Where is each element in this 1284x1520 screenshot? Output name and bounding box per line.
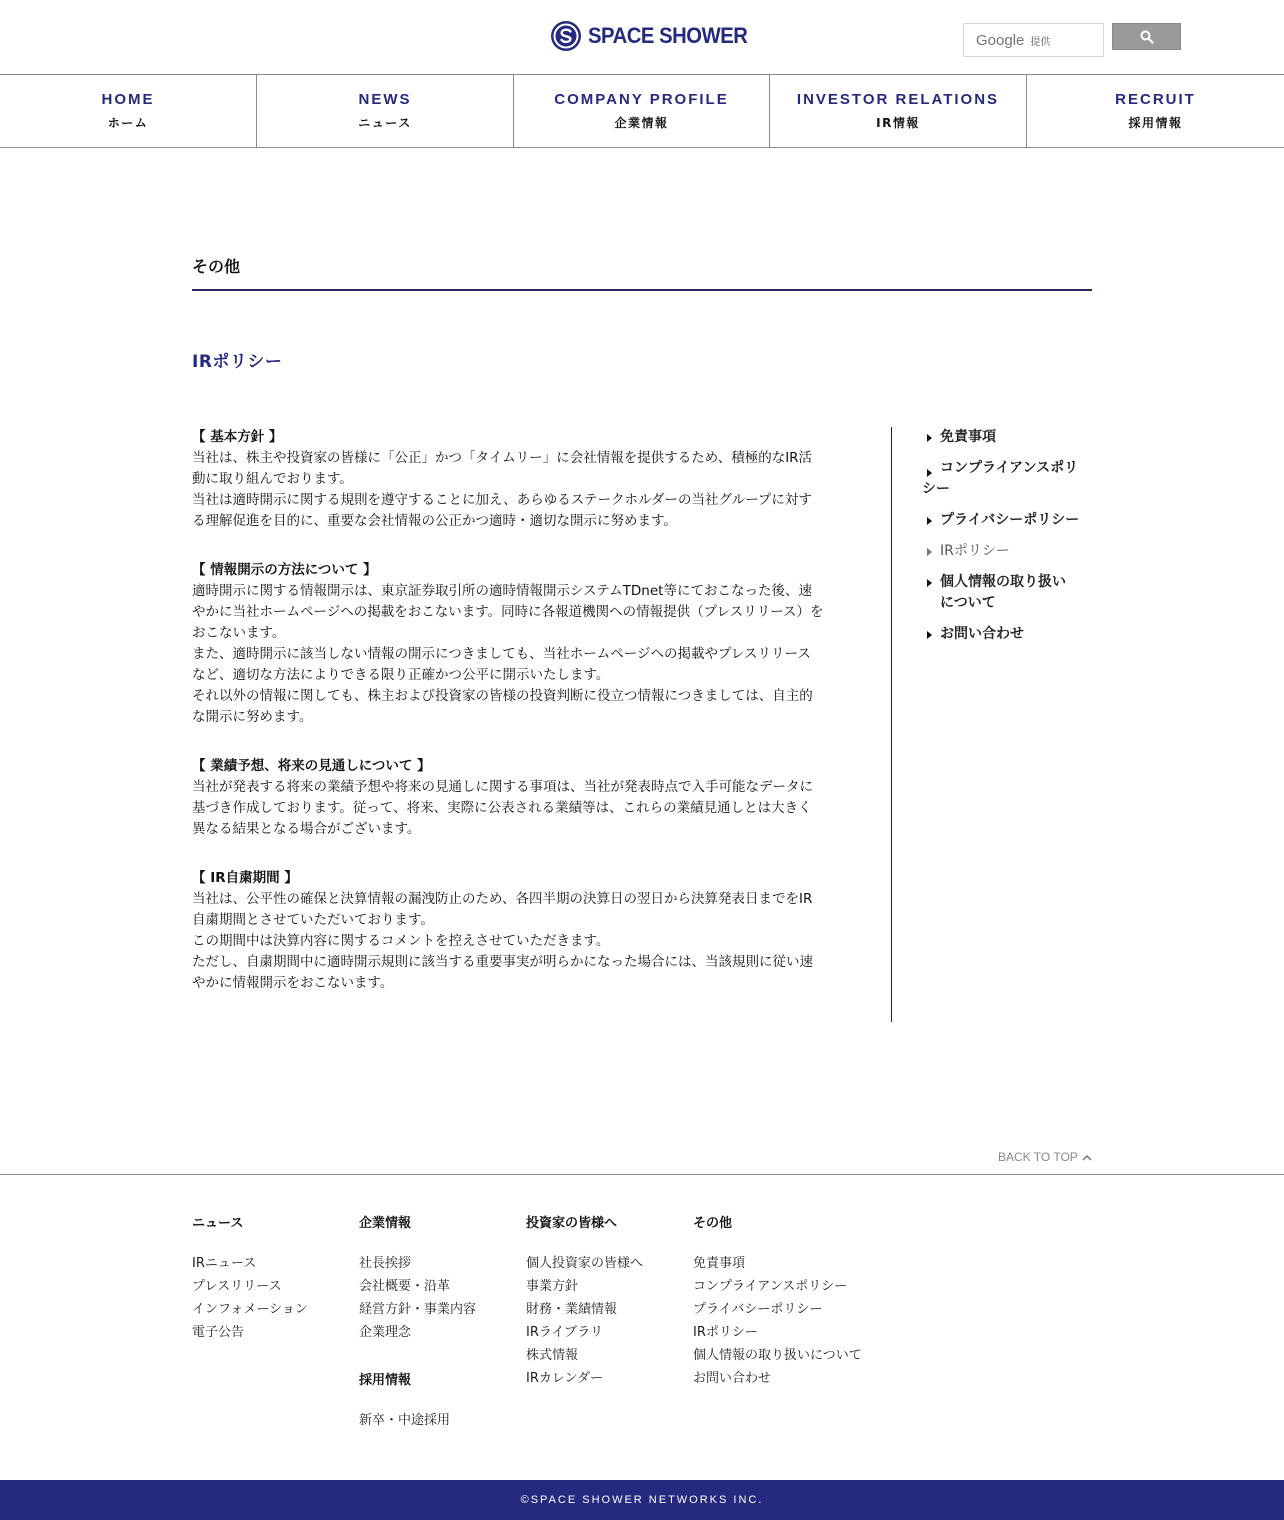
- search-input[interactable]: [963, 23, 1104, 57]
- policy-section: [192, 868, 824, 994]
- caret-right-icon: [922, 510, 940, 531]
- back-to-top-link[interactable]: [998, 1150, 1092, 1164]
- footer-link[interactable]: IRニュース: [192, 1256, 257, 1271]
- sidebar-item-contact[interactable]: [922, 624, 1092, 645]
- nav-label-en: INVESTOR RELATIONS: [796, 91, 1000, 108]
- policy-paragraph: ただし、自粛期間中に適時開示規則に該当する重要事実が明らかになった場合には、当該規則に従い速やかに情報開示をおこないます。: [192, 954, 813, 991]
- policy-paragraph: 当社は、株主や投資家の皆様に「公正」かつ「タイムリー」に会社情報を提供するため、積極的なIR活動に取り組んでおります。: [192, 450, 813, 487]
- policy-paragraph: 適時開示に関する情報開示は、東京証券取引所の適時情報開示システムTDnet等にておこなった後、速やかに当社ホームページへの掲載をおこないます。同時に各報道機関への情報提供（プレスリリース）をおこないます。: [192, 583, 824, 641]
- footer-link[interactable]: 企業理念: [359, 1325, 412, 1340]
- caret-right-icon: [922, 541, 940, 562]
- nav-label-en: RECRUIT: [1115, 91, 1196, 108]
- sidebar-item-disclaimer[interactable]: [922, 427, 1092, 448]
- caret-right-icon: [922, 624, 940, 645]
- search-button[interactable]: [1112, 23, 1181, 50]
- footer-divider: [0, 1174, 1284, 1175]
- footer-heading: ニュース: [192, 1216, 244, 1231]
- search-provided-label: 提供: [1030, 36, 1051, 48]
- footer-heading: 企業情報: [359, 1216, 412, 1231]
- sidebar-item-label: IRポリシー: [940, 543, 1010, 559]
- footer-link[interactable]: 免責事項: [693, 1256, 746, 1271]
- footer-link[interactable]: 個人情報の取り扱いについて: [693, 1348, 862, 1363]
- site-header: [0, 0, 1284, 74]
- policy-paragraph: 当社が発表する将来の業績予想や将来の見通しに関する事項は、当社が発表時点で入手可能なデータに基づき作成しております。従って、将来、実際に公表される業績等は、これらの業績見通しとは大きく異なる結果となる場合がございます。: [192, 779, 813, 837]
- policy-section: [192, 427, 824, 532]
- nav-label-jp: 採用情報: [1128, 116, 1183, 130]
- chevron-up-icon: [1082, 1154, 1092, 1161]
- nav-item-investor-relations[interactable]: [770, 75, 1027, 147]
- footer-link[interactable]: 株式情報: [526, 1348, 579, 1363]
- footer-link[interactable]: 財務・業績情報: [526, 1302, 618, 1317]
- nav-label-jp: ホーム: [107, 116, 149, 130]
- caret-right-icon: [922, 572, 940, 614]
- policy-paragraph: それ以外の情報に関しても、株主および投資家の皆様の投資判断に役立つ情報につきましては、自主的な開示に努めます。: [192, 688, 813, 725]
- footer-link[interactable]: インフォメーション: [192, 1302, 308, 1317]
- footer-column-company: [359, 1216, 476, 1432]
- sidebar-item-personal-info[interactable]: [922, 572, 1092, 614]
- footer-link[interactable]: プライバシーポリシー: [693, 1302, 823, 1317]
- nav-item-company-profile[interactable]: [514, 75, 770, 147]
- caret-right-icon: [922, 462, 940, 472]
- footer-link[interactable]: 会社概要・沿革: [359, 1279, 451, 1294]
- nav-label-jp: ニュース: [358, 116, 412, 130]
- nav-item-recruit[interactable]: [1027, 75, 1284, 147]
- footer-link[interactable]: 経営方針・事業内容: [359, 1302, 477, 1317]
- footer-column-investors: [526, 1216, 643, 1390]
- nav-label-jp: IR情報: [876, 116, 920, 130]
- policy-section: [192, 560, 824, 728]
- footer-link[interactable]: コンプライアンスポリシー: [693, 1279, 848, 1294]
- search-icon: [1140, 30, 1154, 44]
- footer-link[interactable]: お問い合わせ: [693, 1371, 772, 1386]
- nav-item-home[interactable]: [0, 75, 257, 147]
- site-logo[interactable]: [550, 20, 761, 52]
- sidebar-item-privacy-policy[interactable]: [922, 510, 1092, 531]
- nav-label-en: COMPANY PROFILE: [554, 91, 729, 108]
- search-brand: Google: [976, 31, 1025, 49]
- nav-label-en: HOME: [101, 91, 155, 108]
- title-divider: [192, 289, 1092, 291]
- footer-link[interactable]: 新卒・中途採用: [359, 1413, 451, 1428]
- footer-link[interactable]: IRポリシー: [693, 1325, 758, 1340]
- footer-link[interactable]: IRライブラリ: [526, 1325, 604, 1340]
- sidebar-nav: [922, 427, 1092, 655]
- footer-heading: その他: [693, 1216, 733, 1231]
- caret-right-icon: [922, 427, 940, 448]
- policy-paragraph: 当社は適時開示に関する規則を遵守することに加え、あらゆるステークホルダーの当社グループに対する理解促進を目的に、重要な会社情報の公正かつ適時・適切な開示に努めます。: [192, 492, 812, 529]
- sidebar-item-label: コンプライアンスポリシー: [922, 460, 1079, 497]
- section-title: IRポリシー: [192, 352, 283, 372]
- footer-link[interactable]: 事業方針: [526, 1279, 579, 1294]
- sidebar-item-compliance-policy[interactable]: [922, 458, 1092, 500]
- footer-heading: 投資家の皆様へ: [526, 1216, 618, 1231]
- copyright-text: ©SPACE SHOWER NETWORKS INC.: [520, 1494, 764, 1506]
- footer-link[interactable]: 個人投資家の皆様へ: [526, 1256, 644, 1271]
- sidebar-item-ir-policy[interactable]: [922, 541, 1092, 562]
- sidebar-item-label: 個人情報の取り扱いについて: [940, 574, 1066, 611]
- policy-paragraph: また、適時開示に該当しない情報の開示につきましても、当社ホームページへの掲載やプレスリリースなど、適切な方法によりできる限り正確かつ公平に開示いたします。: [192, 646, 811, 683]
- nav-item-news[interactable]: [257, 75, 514, 147]
- back-to-top-label: BACK TO TOP: [998, 1150, 1078, 1164]
- sidebar-item-label: 免責事項: [940, 429, 996, 445]
- global-nav: [0, 74, 1284, 148]
- logo-text: SPACE SHOWER: [588, 23, 748, 48]
- policy-heading: 【 IR自粛期間 】: [192, 870, 298, 886]
- policy-content: [192, 427, 824, 1022]
- policy-paragraph: 当社は、公平性の確保と決算情報の漏洩防止のため、各四半期の決算日の翌日から決算発表日までをIR自粛期間とさせていただいております。: [192, 891, 813, 928]
- nav-label-en: NEWS: [358, 91, 412, 108]
- footer-column-news: [192, 1216, 308, 1344]
- policy-paragraph: この期間中は決算内容に関するコメントを控えさせていただきます。: [192, 933, 610, 949]
- sidebar-divider: [891, 427, 892, 1022]
- copyright-bar: [0, 1480, 1284, 1520]
- policy-heading: 【 業績予想、将来の見通しについて 】: [192, 758, 431, 774]
- policy-section: [192, 756, 824, 840]
- sidebar-item-label: プライバシーポリシー: [940, 512, 1080, 528]
- logo-mark-icon: [550, 20, 582, 52]
- footer-heading-recruit: 採用情報: [359, 1373, 412, 1388]
- footer-link[interactable]: 電子公告: [192, 1325, 245, 1340]
- sidebar-item-label: お問い合わせ: [940, 626, 1024, 642]
- page-title: その他: [192, 257, 241, 276]
- policy-heading: 【 情報開示の方法について 】: [192, 562, 377, 578]
- footer-column-other: [693, 1216, 862, 1390]
- footer-link[interactable]: 社長挨拶: [359, 1256, 412, 1271]
- footer-link[interactable]: IRカレンダー: [526, 1371, 604, 1386]
- footer-link[interactable]: プレスリリース: [192, 1279, 282, 1294]
- policy-heading: 【 基本方針 】: [192, 429, 283, 445]
- nav-label-jp: 企業情報: [614, 116, 669, 130]
